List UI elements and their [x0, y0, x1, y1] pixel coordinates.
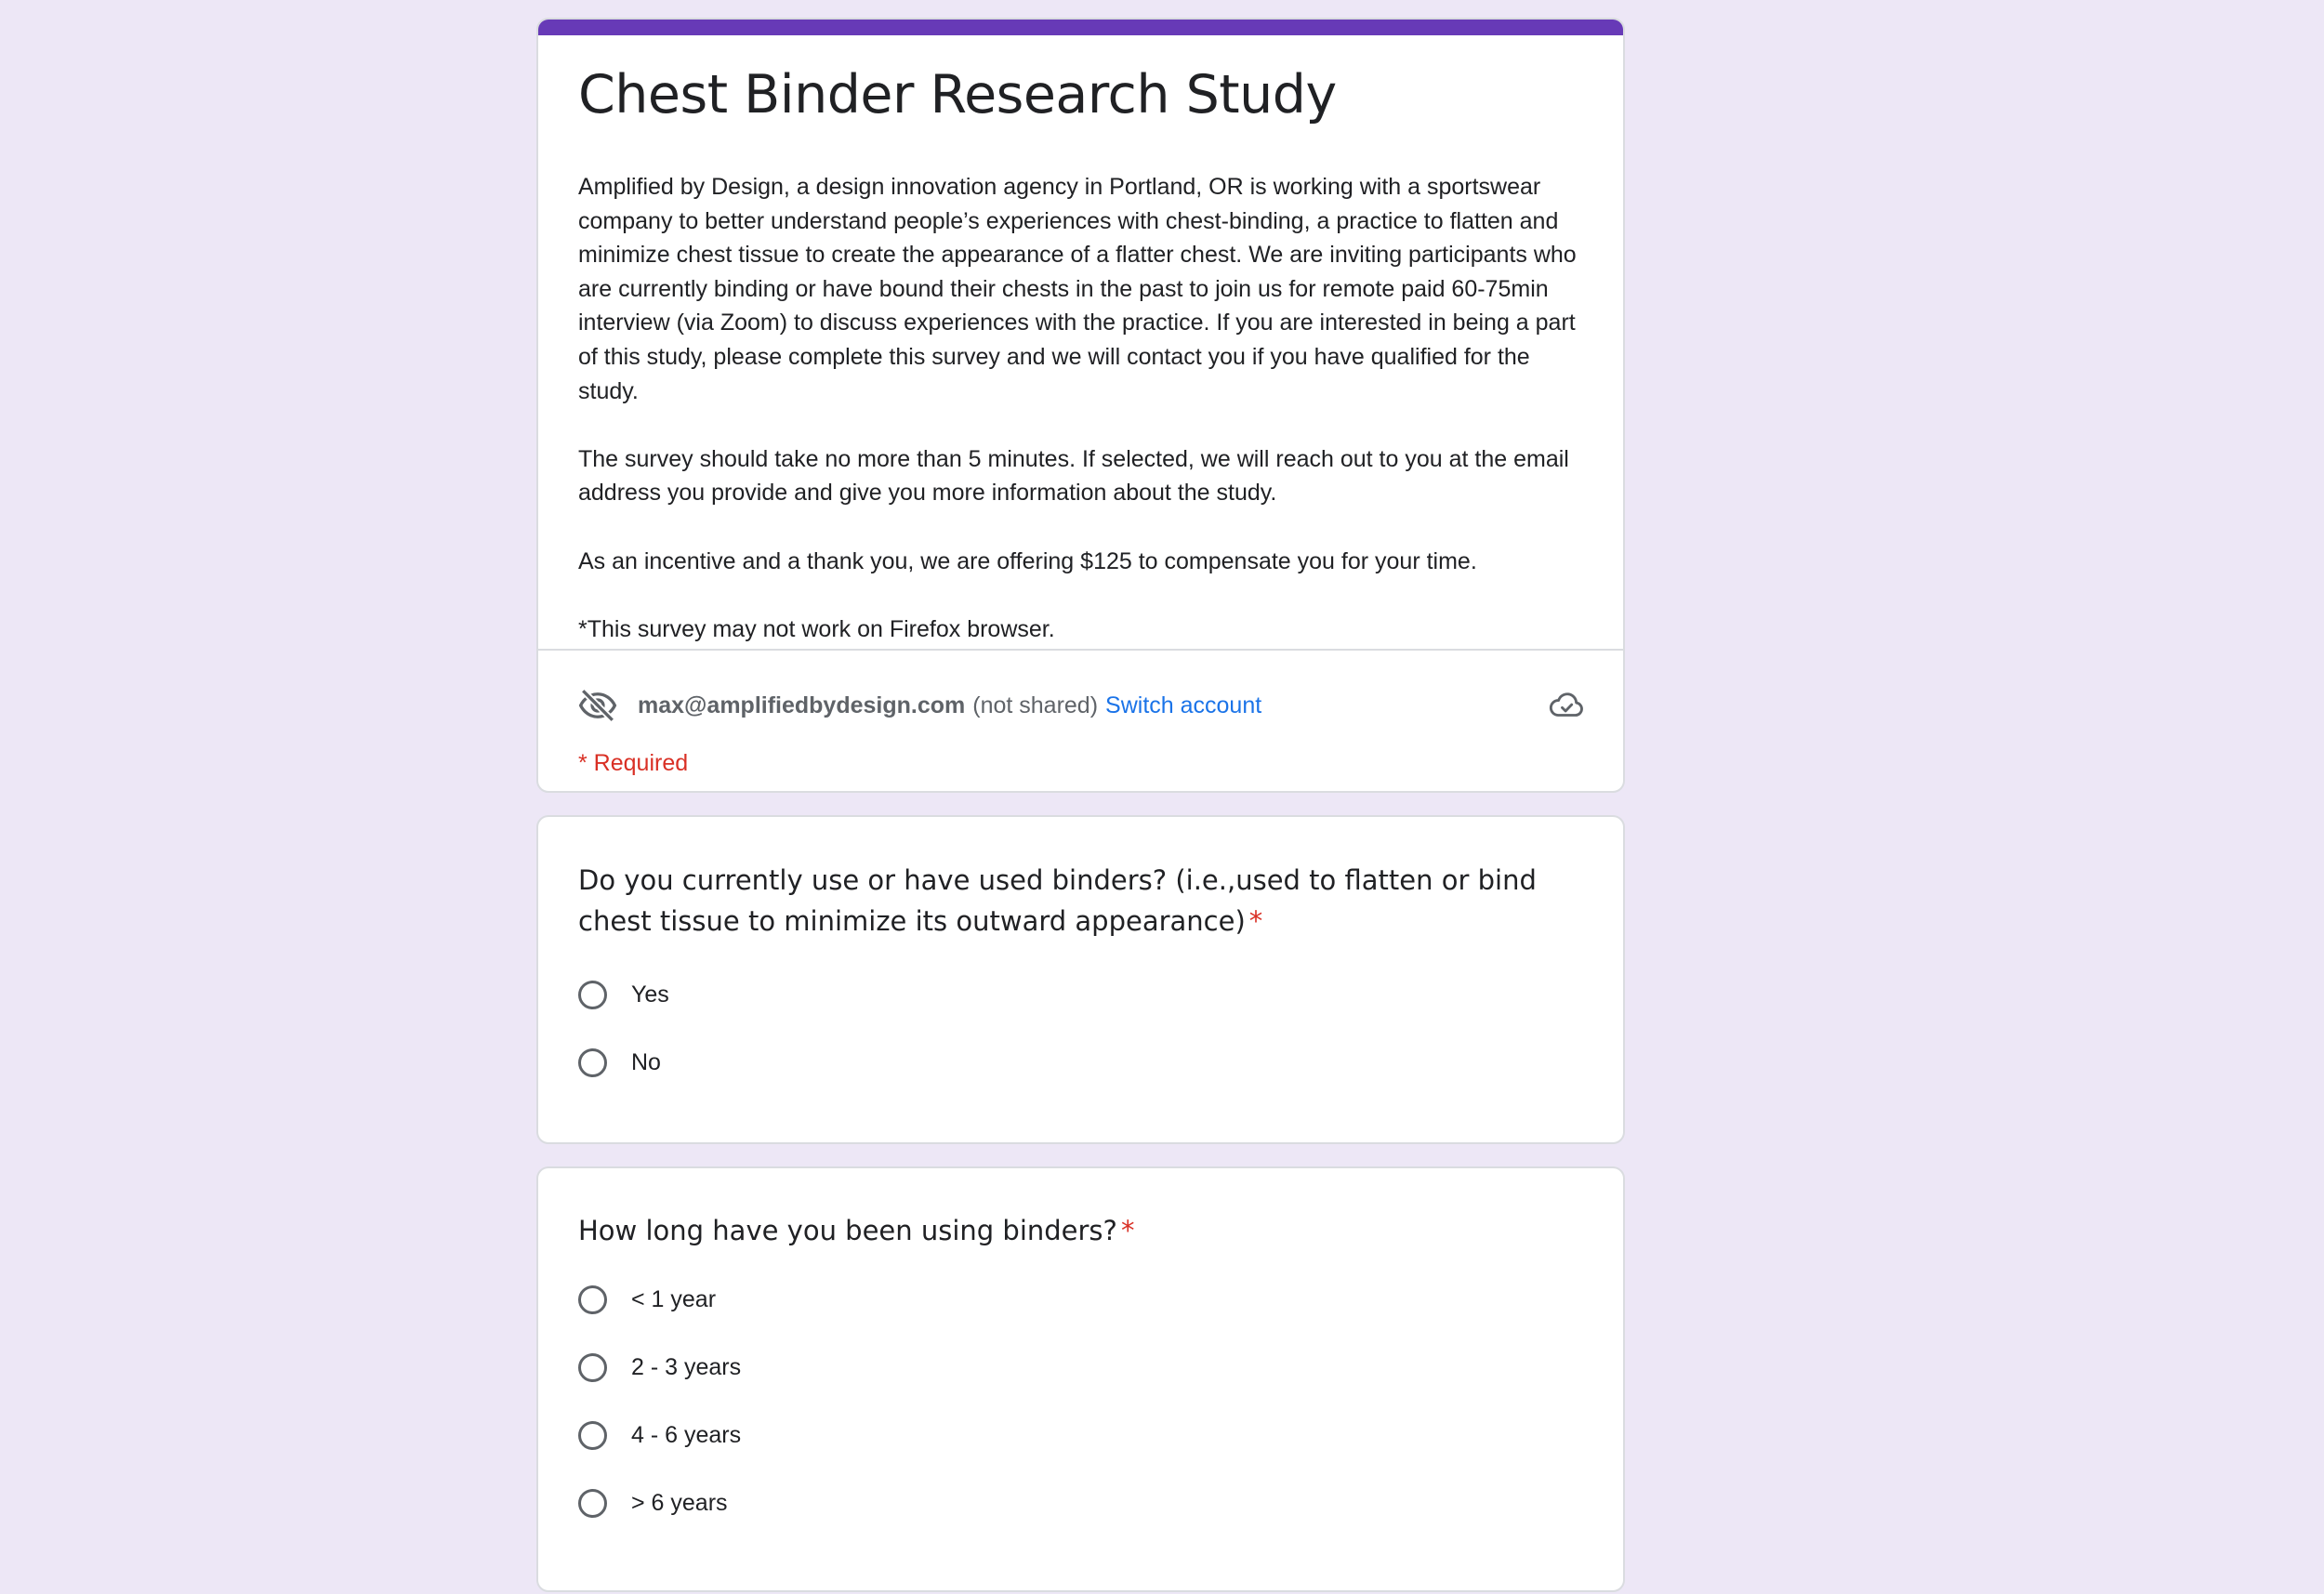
option-label: No [631, 1048, 661, 1075]
required-note: * Required [578, 750, 689, 776]
option-label: 2 - 3 years [631, 1353, 742, 1380]
question-title [578, 1210, 1564, 1251]
form-description [578, 170, 1582, 646]
radio-button[interactable] [578, 981, 607, 1009]
option-label: Yes [631, 981, 669, 1008]
account-email: max@amplifiedbydesign.com [638, 692, 966, 718]
radio-option-yes[interactable] [578, 978, 669, 1011]
radio-option-2-3-years[interactable] [578, 1350, 741, 1384]
description-paragraph: The survey should take no more than 5 minutes. If selected, we will reach out to you at the email address you provide and give you more information about the study. [578, 445, 1569, 507]
radio-button[interactable] [578, 1285, 607, 1314]
description-paragraph: As an incentive and a thank you, we are offering $125 to compensate you for your time. [578, 547, 1477, 574]
description-paragraph: *This survey may not work on Firefox browser. [578, 615, 1055, 642]
not-shared-label: (not shared) [972, 692, 1099, 718]
switch-account-link[interactable]: Switch account [1105, 692, 1262, 718]
option-label: 4 - 6 years [631, 1421, 742, 1448]
option-label: > 6 years [631, 1489, 728, 1516]
radio-button[interactable] [578, 1048, 607, 1077]
description-paragraph: Amplified by Design, a design innovation agency in Portland, OR is working with a sportswear company to better understand people’s experiences with chest-binding, a practice to flatten and minimize chest tissue to create the appearance of a flatter chest. We are inviting participants who are currently binding or have bound their chests in the past to join us for remote paid 60-75min interview (via Zoom) to discuss experiences with the practice. If you are interested in being a part of this study, please complete this survey and we will contact you if you have qualified for the study. [578, 174, 1577, 404]
question-card [536, 815, 1625, 1144]
required-asterisk: * [1120, 1215, 1135, 1246]
radio-option-4-6-years[interactable] [578, 1418, 741, 1452]
radio-option-no[interactable] [578, 1046, 669, 1079]
radio-button[interactable] [578, 1489, 607, 1518]
radio-option-more-than-6-years[interactable] [578, 1486, 741, 1520]
required-asterisk: * [1248, 905, 1263, 937]
question-card [536, 1166, 1625, 1592]
header-divider [538, 649, 1623, 651]
question-text: How long have you been using binders? [578, 1215, 1117, 1246]
radio-option-less-than-1-year[interactable] [578, 1283, 741, 1316]
radio-group [578, 1283, 741, 1554]
form-column [536, 18, 1625, 1592]
radio-group [578, 978, 669, 1113]
cloud-check-icon [1548, 689, 1585, 722]
question-title [578, 860, 1564, 942]
form-accent-bar [536, 18, 1625, 35]
account-row [578, 685, 1583, 726]
form-title: Chest Binder Research Study [578, 64, 1337, 125]
form-header-card [536, 18, 1625, 793]
radio-button[interactable] [578, 1421, 607, 1450]
eye-off-icon [578, 686, 617, 725]
question-text: Do you currently use or have used binders? (i.e.,used to flatten or bind chest tissue to minimize its outward appearance) [578, 864, 1537, 937]
option-label: < 1 year [631, 1285, 717, 1312]
radio-button[interactable] [578, 1353, 607, 1382]
